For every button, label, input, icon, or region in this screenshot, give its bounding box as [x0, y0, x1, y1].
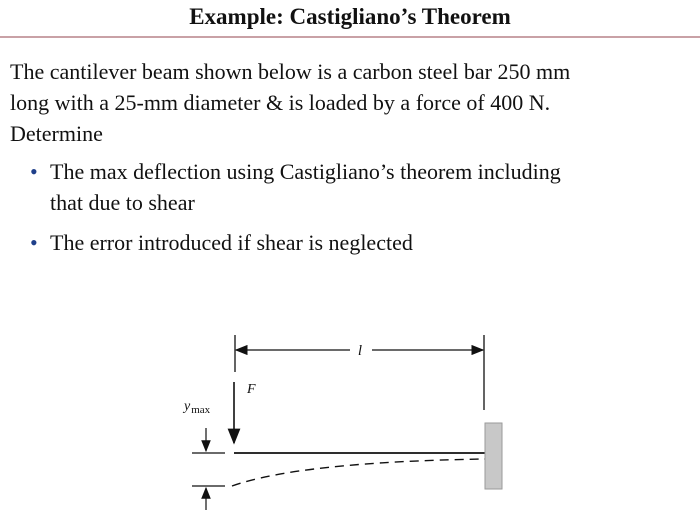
deflection-label — [182, 399, 211, 416]
fixed-wall — [485, 423, 502, 489]
bullet-dot-icon: • — [30, 159, 38, 184]
problem-line-2: long with a 25-mm diameter & is loaded by a force of 400 N. — [10, 90, 551, 115]
problem-line-1: The cantilever beam shown below is a carbon steel bar 250 mm — [10, 59, 571, 84]
bullet-dot-icon: • — [30, 230, 38, 255]
problem-line-3: Determine — [10, 121, 103, 146]
task-1-line-2: that due to shear — [50, 190, 195, 215]
task-2-line-1: The error introduced if shear is neglected — [50, 230, 413, 255]
slide-title: Example: Castigliano’s Theorem — [189, 4, 511, 29]
deflection-label-main: y — [184, 399, 191, 414]
length-label: l — [357, 343, 363, 359]
task-1-line-1: The max deflection using Castigliano’s theorem including — [50, 159, 561, 184]
deflected-shape — [232, 459, 485, 486]
force-label: F — [247, 382, 256, 397]
deflection-label-sub: max — [191, 404, 211, 416]
